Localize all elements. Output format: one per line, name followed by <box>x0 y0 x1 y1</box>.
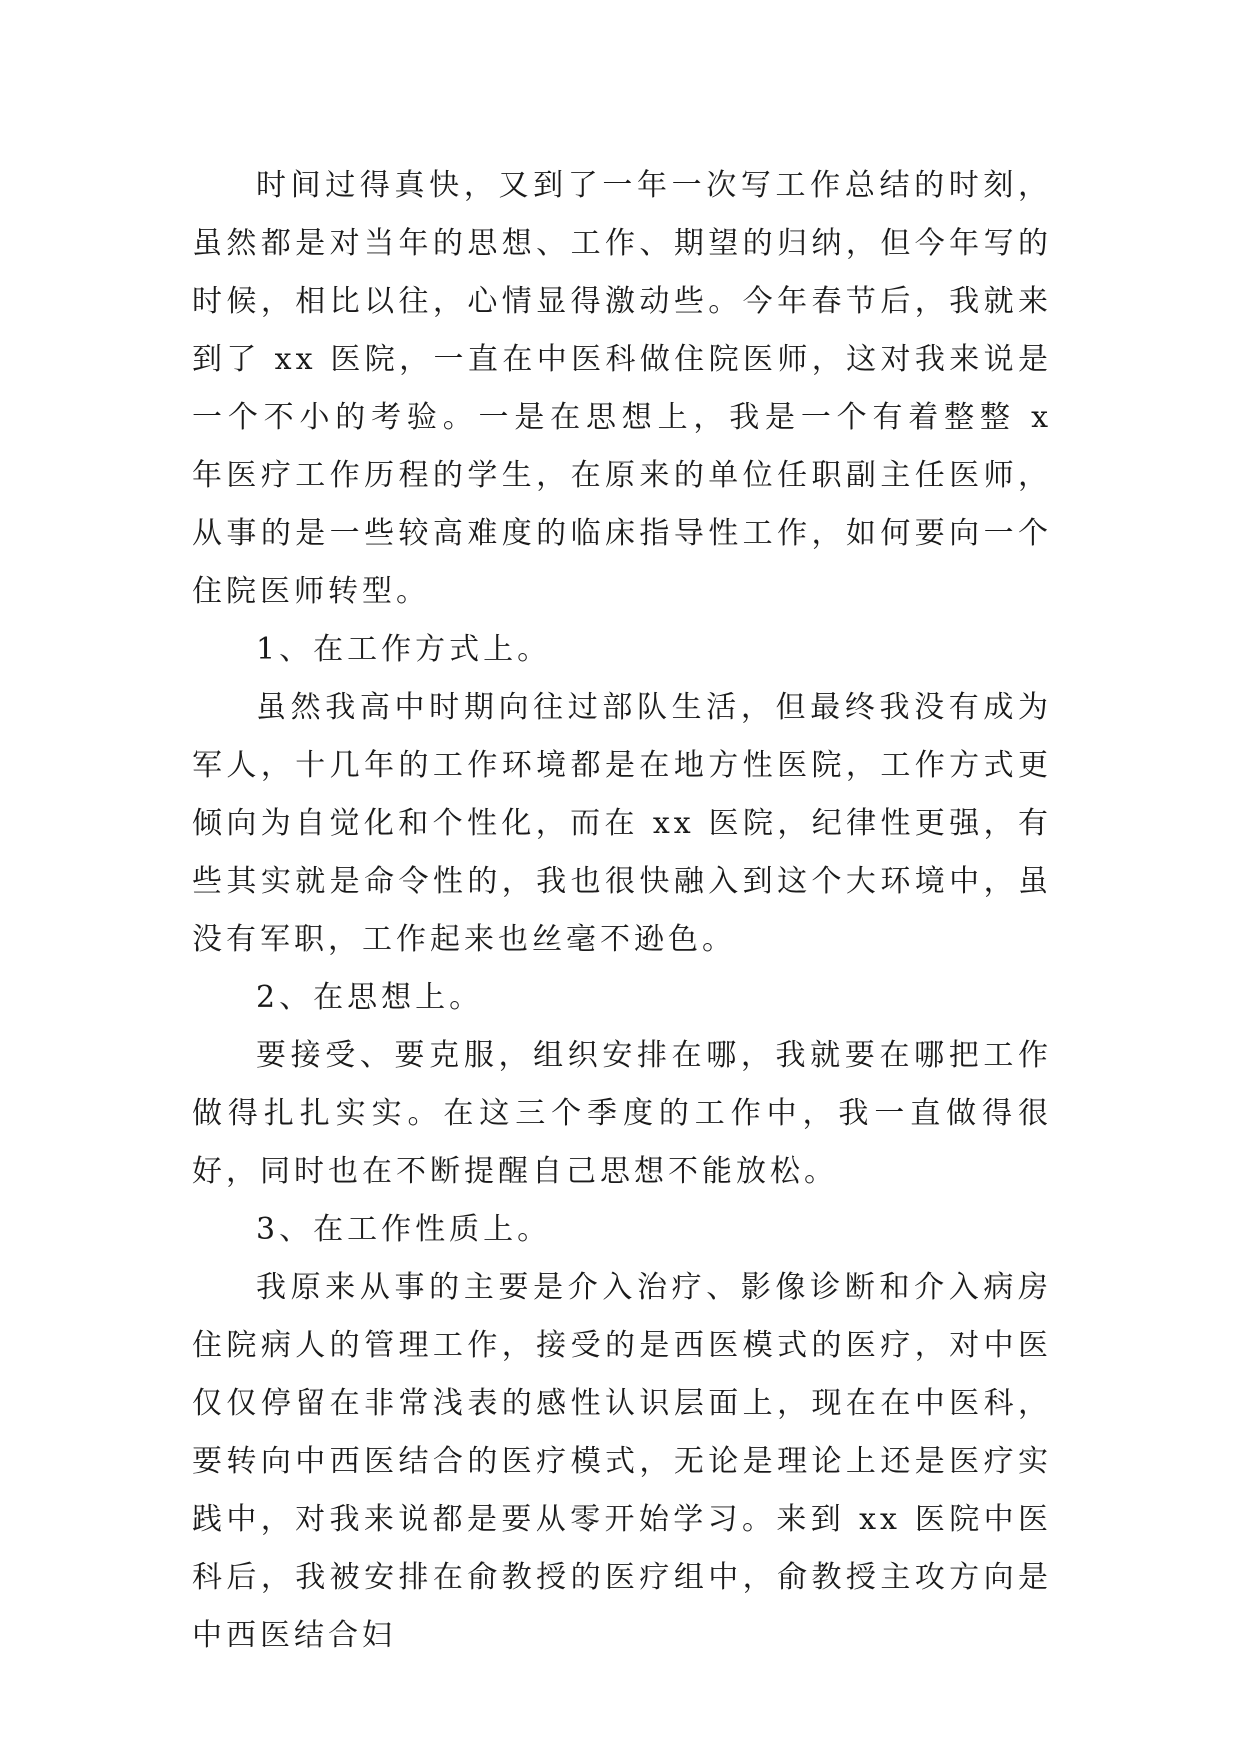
document-body <box>192 157 1052 1665</box>
heading-work-nature: 3、在工作性质上。 <box>256 1212 552 1247</box>
paragraph-intro: 时间过得真快，又到了一年一次写工作总结的时刻，虽然都是对当年的思想、工作、期望的归纳，但今年写的时候，相比以往，心情显得激动些。今年春节后，我就来到了 xx 医院，一直在中医科做住院医师，这对我来说是一个不小的考验。一是在思想上，我是一个有着整整 x 年医疗工作历程的学生，在原来的单位任职副主任医师，从事的是一些较高难度的临床指导性工作，如何要向一个住院医师转型。 <box>192 168 1052 609</box>
paragraph-thought: 要接受、要克服，组织安排在哪，我就要在哪把工作做得扎扎实实。在这三个季度的工作中，我一直做得很好，同时也在不断提醒自己思想不能放松。 <box>192 1038 1052 1189</box>
paragraph-work-nature: 我原来从事的主要是介入治疗、影像诊断和介入病房住院病人的管理工作，接受的是西医模式的医疗，对中医仅仅停留在非常浅表的感性认识层面上，现在在中医科，要转向中西医结合的医疗模式，无论是理论上还是医疗实践中，对我来说都是要从零开始学习。来到 xx 医院中医科后，我被安排在俞教授的医疗组中，俞教授主攻方向是中西医结合妇 <box>192 1270 1052 1653</box>
heading-thought: 2、在思想上。 <box>256 980 484 1015</box>
heading-work-method: 1、在工作方式上。 <box>256 632 552 667</box>
paragraph-work-method: 虽然我高中时期向往过部队生活，但最终我没有成为军人，十几年的工作环境都是在地方性医院，工作方式更倾向为自觉化和个性化，而在 xx 医院，纪律性更强，有些其实就是命令性的，我也很快融入到这个大环境中，虽没有军职，工作起来也丝毫不逊色。 <box>192 690 1052 957</box>
